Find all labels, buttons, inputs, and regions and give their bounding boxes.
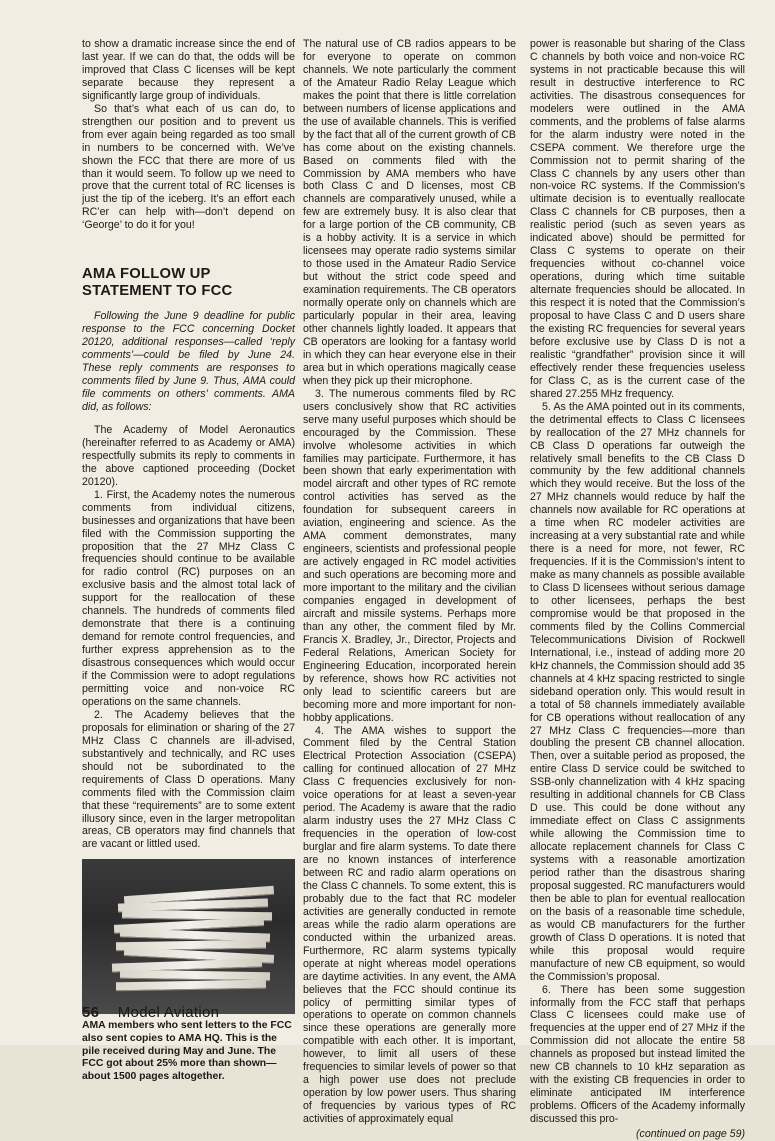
- page-number: 56: [82, 1004, 100, 1021]
- paragraph: 5. As the AMA pointed out in its comments, the detrimental effects to Class C licensees by reallocation of the 27 MHz channels for CB Class D operations far outweigh the relatively small benefits to the CB Class D community by the few additional channels which they would receive. But the loss of the 27 MHz channels would reduce by half the channels now available for RC operations at a time when RC modeler activities are increasing at a very substantial rate and while there is a need for more, not fewer, RC frequencies. If it is the Commission’s intent to make as many channels as possible available to Class D licensees without serious damage to other licensees, perhaps the best compromise would be that proposed in the comments filed by the Collins Commercial Telecommunications Division of Rockwell International, i.e., instead of adding more 20 kHz channels, the Commission should add 35 channels at 4 kHz spacing restricted to single sideband operation only. This would result in a total of 58 channels immediately available for CB operations without reallocation of any 27 MHz Class C frequencies—more than doubling the present CB channel allocation. Then, over a suitable period as proposed, the entire Class D service could be switched to SSB-only channelization with 4 kHz spacing resulting in additional channels for CB Class D use. This could be done without any immediate effect on Class C assignments while allowing the Commission time to allocate replacement channels for Class C systems with a reasonable amortization period rather than the disastrous sharing proposal suggested. RC manufacturers would then be able to plan for eventual reallocation on the basis of a reasonable time schedule, as would CB manufacturers for the further growth of Class D operations. It is noted that while this proposal would require manufacture of new CB equipment, so would the Commission’s proposal.: [530, 400, 745, 983]
- page-footer: [82, 1004, 219, 1021]
- paragraph: 4. The AMA wishes to support the Comment filed by the Central Station Electrical Protection Association (CSEPA) calling for continued allocation of 27 MHz Class C frequencies exclusively for non-voice operations for at least a seven-year period. The Academy is aware that the radio alarm industry uses the 27 MHz Class C frequencies in the operation of low-cost burglar and fire alarm systems. To date there are no known instances of interference between RC and radio alarm operations on the Class C channels. To some extent, this is probably due to the fact that RC modeler activities are generally conducted in remote areas while the radio alarm operations are conducted within the urbanized areas. Furthermore, RC alarm systems typically operate at night whereas model operations are daytime activities. In any event, the AMA believes that the FCC should continue its policy of permitting similar types of operations to operate on common channels since these operations are generally more compatible with each other. It is important, however, to limit all users of these frequencies to similar levels of power so that a high power use does not preclude operation by low power users. Thus sharing of frequencies by various types of RC activities of approximately equal: [303, 724, 516, 1126]
- column-middle: [303, 38, 516, 1126]
- paragraph: 1. First, the Academy notes the numerous comments from individual citizens, businesses and organizations that have been filed with the Commission supporting the proposition that the 27 MHz Class C frequencies should continue to be available for radio control (RC) purposes on an exclusive basis and the almost total lack of support for the reallocation of these channels. The hundreds of comments filed demonstrate that there is a continuing demand for remote control frequencies, and further express apprehension as to the disastrous consequences which would occur if the Commission were to adopt regulations permitting voice and non-voice RC operations on the same channels.: [82, 488, 295, 708]
- section-heading: AMA FOLLOW UP STATEMENT TO FCC: [82, 266, 233, 300]
- photo-caption: AMA members who sent letters to the FCC also sent copies to AMA HQ. This is the pile received during May and June. The FCC got about 25% more than shown—about 1500 pages altogether.: [82, 1020, 292, 1082]
- continued-note: (continued on page 59): [636, 1128, 745, 1141]
- column-right: [530, 38, 745, 1141]
- paragraph: The Academy of Model Aeronautics (hereinafter referred to as Academy or AMA) respectfully submits its reply to comments in the above captioned proceeding (Docket 20120).: [82, 423, 295, 488]
- paragraph: to show a dramatic increase since the end of last year. If we can do that, the odds will be improved that Class C licenses will be kept separate because they represent a significantly large group of individuals.: [82, 38, 295, 102]
- letters-pile-photo: [82, 859, 295, 1014]
- paragraph: 3. The numerous comments filed by RC users conclusively show that RC activities serve many useful purposes which should be encouraged by the Commission. These involve wholesome activities in which families may participate. Furthermore, it has been shown that early experimentation with model aircraft and other types of RC remote control activities has served as the foundation for subsequent careers in aviation, engineering and science. As the AMA comment demonstrates, many engineers, scientists and professional people are actively engaged in RC model activities and such operations are becoming more and more important to the military and the civilian companies engaged in development of aircraft and missile systems. Perhaps more than any other, the comment filed by Mr. Francis X. Bradley, Jr., Director, Projects and Federal Relations, American Society for Engineering Education, incorporated herein by reference, shows how RC activities not only lead to scientific careers but are becoming more and more important for non-hobby applications.: [303, 387, 516, 724]
- magazine-name: Model Aviation: [117, 1004, 220, 1021]
- column-left: [82, 38, 295, 1083]
- paragraph: 6. There has been some suggestion informally from the FCC staff that perhaps Class C licensees could make use of frequencies at the upper end of 27 MHz if the Commission did not allocate the entire 58 channels as proposed but instead limited the new CB channels to 10 kHz separation as with the existing CB frequencies in order to eliminate anticipated IM interference problems. Officers of the Academy informally discussed this pro-: [530, 983, 745, 1126]
- paragraph: 2. The Academy believes that the proposals for elimination or sharing of the 27 MHz Class C channels are ill-advised, substantively and technically, and RC uses should not be subordinated to the requirements of Class D operations. Many comments filed with the Commission claim that these “requirements” are to some extent illusory since, even in the larger metropolitan areas, CB operators may find channels that are vacant or littled used.: [82, 708, 295, 851]
- intro-paragraph: Following the June 9 deadline for public response to the FCC concerning Docket 20120, additional responses—called ‘reply comments’—could be filed by June 24. These reply comments are responses to comments filed by June 9. Thus, AMA could file comments on others’ comments. AMA did, as follows:: [82, 310, 295, 413]
- paragraph: So that’s what each of us can do, to strengthen our position and to prevent us from ever again being regarded as too small in numbers to be concerned with. We’ve shown the FCC that there are more of us than it would seem. To follow up we need to prove that the current total of RC licenses is just the tip of the iceberg. It’s an effort each RC’er can help with—don’t depend on ‘George’ to do it for you!: [82, 102, 295, 232]
- paragraph: The natural use of CB radios appears to be for everyone to operate on common channels. We note particularly the comment of the Amateur Radio Relay League which makes the point that there is little correlation between numbers of license applications and the use of available channels. This is verified by the fact that all of the current growth of CB has come about on the existing channels. Based on comments filed with the Commission by AMA members who have both Class C and D licenses, most CB channels are comparatively unused, while a few are extremely busy. It is also clear that for a large portion of the CB community, CB is a hobby activity. It is a service in which licensees may operate radio systems similar to those used in the Amateur Radio Service but without the strict code speed and examination requirements. The CB operators normally operate only on channels which are particularly popular in their area, leaving other channels lightly loaded. It appears that CB operators are looking for a fantasy world in which they can hear everyone else in their area but in which operations magically cease when they pick up their microphone.: [303, 38, 516, 387]
- paragraph: power is reasonable but sharing of the Class C channels by both voice and non-voice RC systems in not practicable because this will result in destructive interference to RC activities. The disastrous consequences for modelers were outlined in the AMA comments, and the problems of false alarms for the alarm industry were noted in the CSEPA comment. We therefore urge the Commission not to permit sharing of the Class C channels by any users other than non-voice RC systems. If the Commission’s ultimate decision is to eventually reallocate Class C channels for CB purposes, then a realistic period (such as seven years as indicated above) should be permitted for Class C systems to operate on their frequencies without co-channel voice operations, during which time suitable alternate frequencies should be allocated. In this respect it is noted that the Commission’s proposal to have Class C and D users share the existing RC frequencies for several years before exclusive use by Class D is not a realistic “grandfather” provision since it will effectively render these frequencies useless for Class C, as is the current case of the shared 27.255 MHz frequency.: [530, 38, 745, 400]
- paper-stack-illustration: [110, 887, 250, 997]
